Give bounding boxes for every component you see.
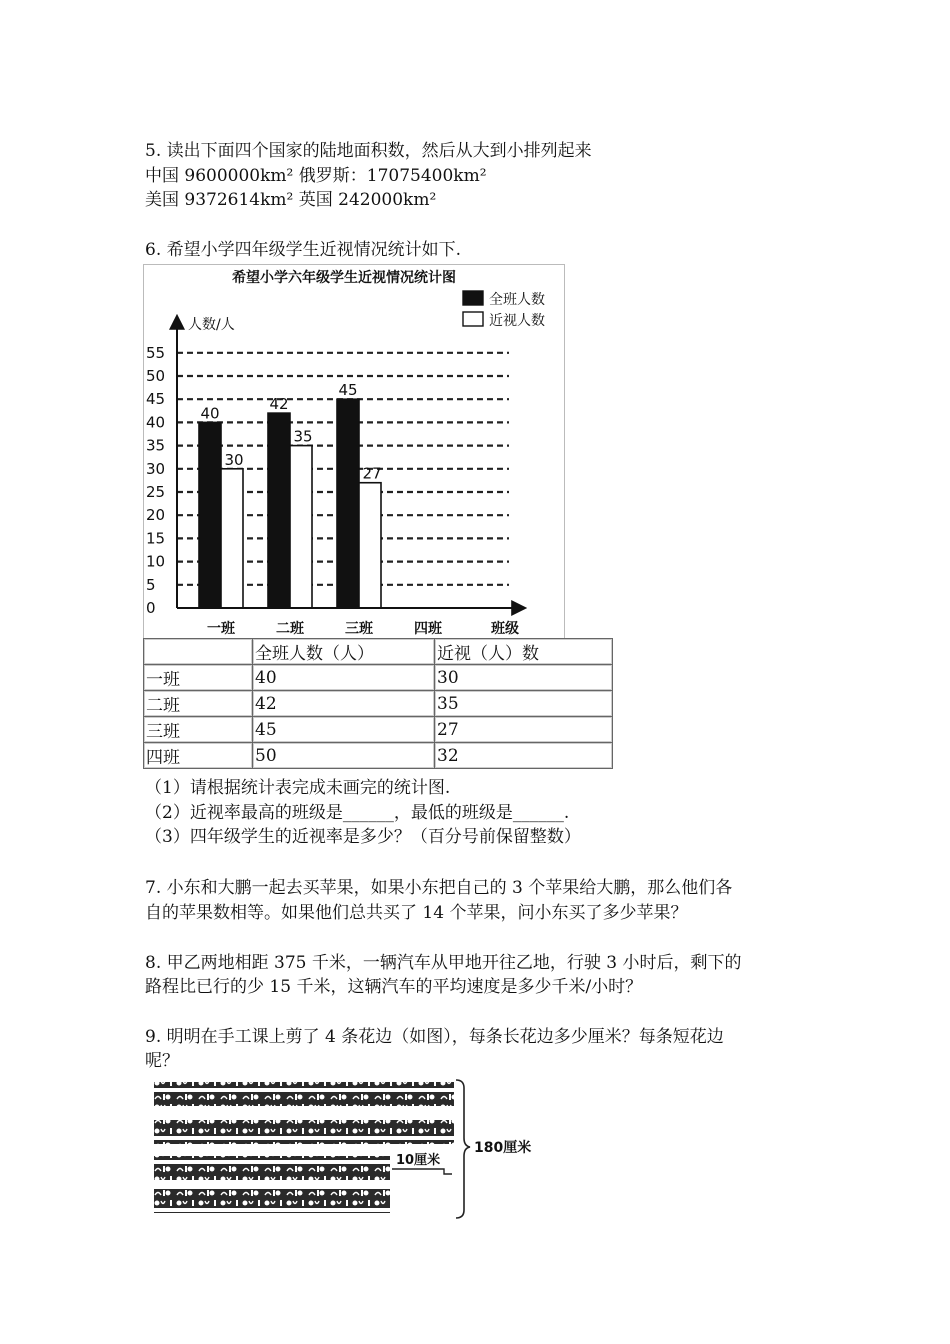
bar-chart [143,264,565,639]
chart-title: 希望小学六年级学生近视情况统计图 [232,270,456,286]
difference-bracket [392,1169,452,1174]
table-row [144,665,613,691]
chart-legend [463,291,545,329]
y-tick-label: 5 [146,575,156,594]
x-tick-label: 一班 [207,621,235,637]
table-cell: 27 [435,717,613,743]
y-tick-label: 40 [146,413,166,432]
x-axis-label: 班级 [491,621,519,637]
legend-label: 近视人数 [489,313,545,329]
table-cell: 三班 [144,717,253,743]
table-cell: 42 [253,691,435,717]
bar-value-label: 35 [293,427,313,446]
table-cell: 二班 [144,691,253,717]
q6-sub2: （2）近视率最高的班级是______，最低的班级是______. [145,803,570,823]
q5-line2: 美国 9372614km² 英国 242000km² [145,190,437,210]
bar-total [268,413,290,608]
x-tick-label: 二班 [276,621,304,637]
q7-line2: 自的苹果数相等。如果他们总共买了 14 个苹果，问小东买了多少苹果？ [145,903,688,923]
y-tick-label: 20 [146,506,166,525]
table-cell: 一班 [144,665,253,691]
bar-myopia [359,483,381,608]
q8-line2: 路程比已行的少 15 千米，这辆汽车的平均速度是多少千米/小时？ [145,977,643,997]
bar-myopia [221,469,243,608]
bar-total [337,399,359,608]
stats-table [143,638,613,769]
table-cell: 50 [253,743,435,769]
y-axis-label: 人数/人 [188,317,235,333]
q6-sub3: （3）四年级学生的近视率是多少？（百分号前保留整数） [145,827,581,847]
table-cell: 40 [253,665,435,691]
long-lace-strip-2 [154,1120,454,1144]
bar-value-label: 30 [224,450,244,469]
legend-swatch [463,312,483,326]
table-cell: 45 [253,717,435,743]
lace-strips-svg [152,1078,536,1221]
q5-title: 5. 读出下面四个国家的陆地面积数，然后从大到小排列起来 [145,141,592,161]
q6-title: 6. 希望小学四年级学生近视情况统计如下. [145,240,462,260]
q9-line1: 9. 明明在手工课上剪了 4 条花边（如图），每条长花边多少厘米？每条短花边 [145,1027,724,1047]
table-cell: 32 [435,743,613,769]
table-header-cell: 全班人数（人） [253,639,435,665]
bar-value-label: 27 [362,464,382,483]
short-lace-strip-1 [154,1156,390,1180]
bar-value-label: 40 [200,404,220,423]
table-header-cell [144,639,253,665]
label-180cm: 180厘米 [474,1140,532,1156]
x-tick-label: 三班 [345,621,373,637]
legend-label: 全班人数 [489,292,545,308]
y-tick-label: 0 [146,599,156,617]
x-tick-labels [207,621,443,637]
y-tick-label: 50 [146,367,166,385]
y-tick-label: 45 [146,390,166,409]
table-cell: 30 [435,665,613,691]
q8-line1: 8. 甲乙两地相距 375 千米，一辆汽车从甲地开往乙地，行驶 3 小时后，剩下的 [145,953,742,973]
y-tick-label: 10 [146,552,166,571]
y-tick-label: 55 [146,343,166,362]
chart-bars [199,381,382,608]
bar-value-label: 45 [338,381,358,400]
q6-sub1: （1）请根据统计表完成未画完的统计图. [145,778,451,798]
table-header-row [144,639,613,665]
q7-line1: 7. 小东和大鹏一起去买苹果，如果小东把自己的 3 个苹果给大鹏，那么他们各 [145,878,733,898]
y-tick-label: 35 [146,436,166,455]
q5-line1: 中国 9600000km² 俄罗斯：17075400km² [145,166,487,186]
label-10cm: 10厘米 [396,1153,441,1168]
bar-value-label: 42 [269,395,289,414]
table-row [144,743,613,769]
long-lace-strip-1 [154,1082,454,1106]
table-cell: 35 [435,691,613,717]
q9-line2: 呢？ [145,1051,179,1071]
table-row [144,691,613,717]
legend-swatch [463,291,483,305]
short-lace-strip-2 [154,1189,390,1213]
table-header-cell: 近视（人）数 [435,639,613,665]
bar-chart-svg [144,265,564,639]
bar-total [199,422,221,608]
bar-myopia [290,446,312,608]
y-tick-label: 15 [146,529,166,548]
total-brace [456,1080,470,1218]
lace-strips-figure [152,1078,536,1221]
x-tick-label: 四班 [414,621,442,637]
y-tick-labels [146,344,165,617]
y-tick-label: 25 [146,483,166,501]
table-row [144,717,613,743]
y-tick-label: 30 [146,459,166,478]
table-cell: 四班 [144,743,253,769]
